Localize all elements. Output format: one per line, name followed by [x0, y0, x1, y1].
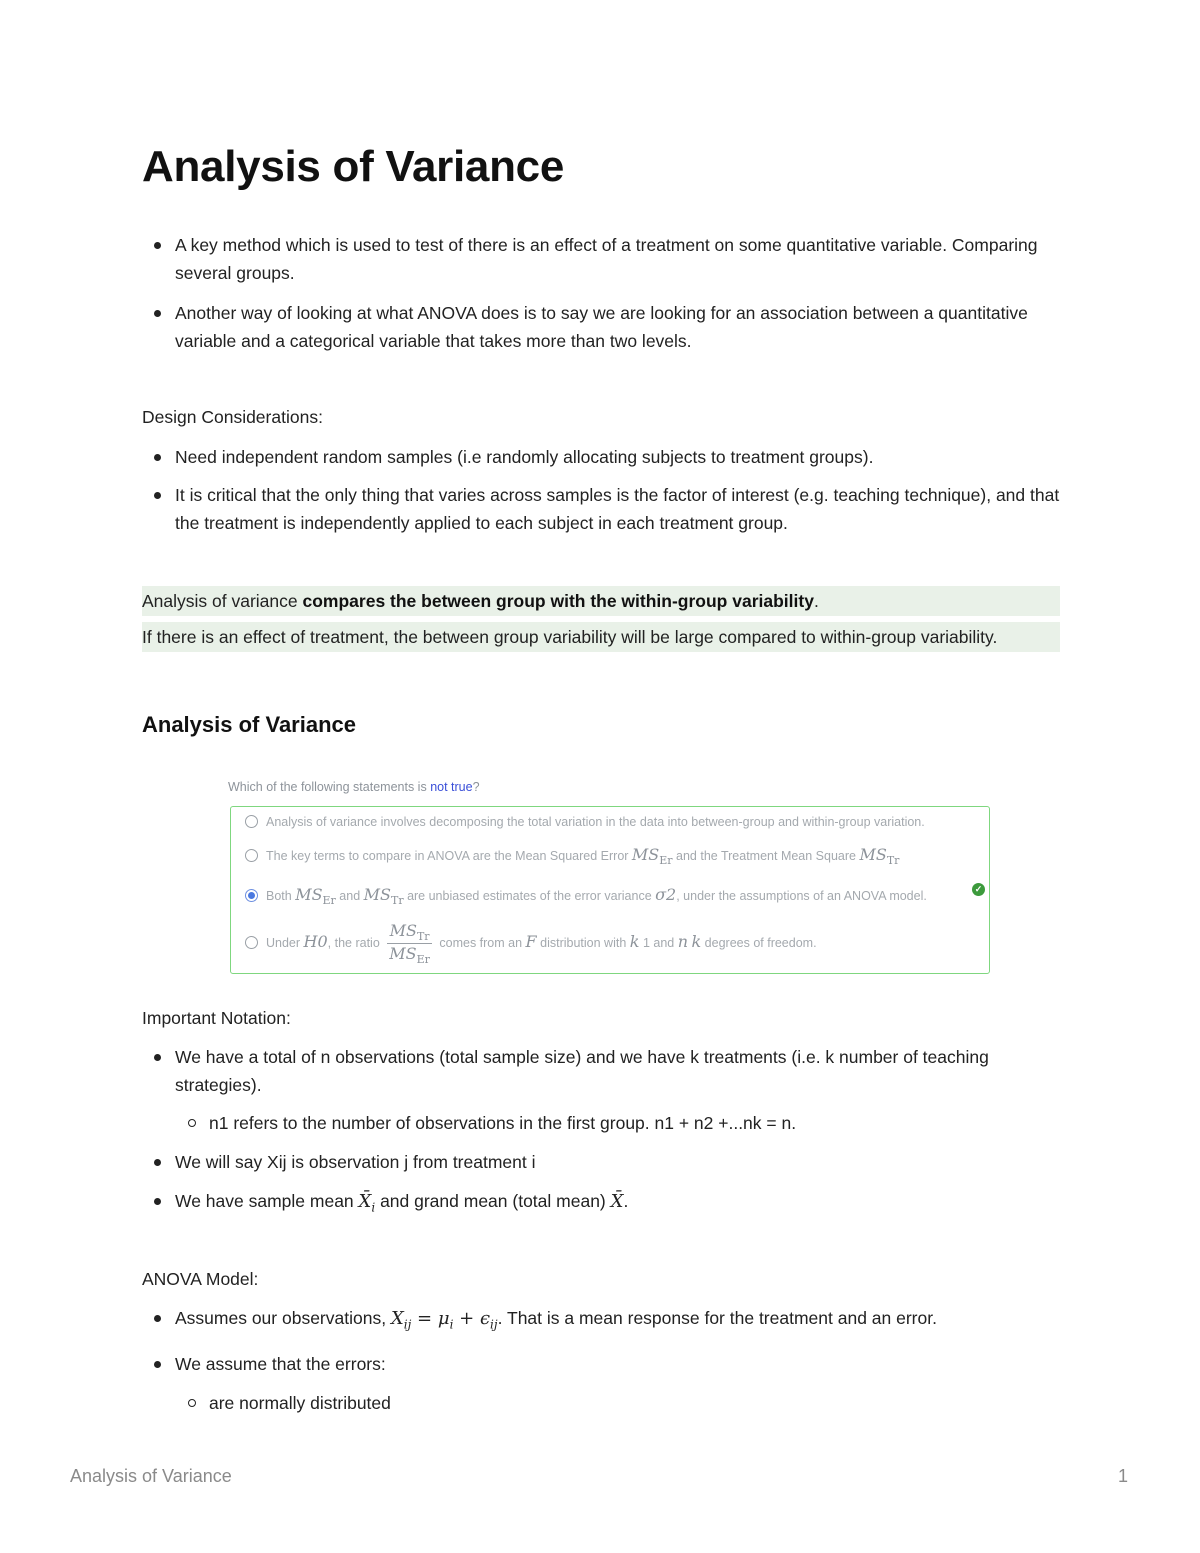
quiz-option-3[interactable]: Both $MS_{Er}$ and $MS_{Tr}$ are unbiased estimates of the error variance σ2, under the assumptions of an ANOVA model.	[245, 885, 927, 907]
grand-mean-symbol: X̄	[610, 1191, 624, 1212]
list-item: We will say Xij is observation j from treatment i	[142, 1148, 1060, 1176]
highlight-bold: compares the between group with the within-group variability	[302, 591, 814, 611]
design-list	[142, 443, 1060, 537]
list-item: Another way of looking at what ANOVA does is to say we are looking for an association between a quantitative variable and a categorical variable that takes more than two levels.	[142, 299, 1060, 355]
list-item: Assumes our observations, $X_{ij} = \mu_i + \epsilon_{ij}$. That is a mean response for the treatment and an error.	[142, 1304, 1060, 1339]
list-item: We assume that the errors:	[142, 1350, 1060, 1378]
highlight-line-2: If there is an effect of treatment, the between group variability will be large compared to within-group variability.	[142, 622, 1060, 652]
quiz-option-4[interactable]: Under H0, the ratio $\frac{MS_{Tr}}{MS_{Er}}$ comes from an F distribution with k 1 and n k degrees of freedom.	[245, 921, 817, 966]
list-item: Need independent random samples (i.e randomly allocating subjects to treatment groups).	[142, 443, 1060, 471]
model-list	[142, 1304, 1060, 1417]
quiz-option-1[interactable]: Analysis of variance involves decomposing the total variation in the data into between-group and within-group variation.	[245, 815, 925, 829]
model-equation: $X_{ij} = \mu_i + \epsilon_{ij}$	[390, 1308, 498, 1332]
notation-heading: Important Notation:	[142, 1008, 291, 1028]
correct-check-icon: ✓	[972, 883, 985, 896]
radio-icon[interactable]	[245, 936, 258, 949]
quiz-options-box	[230, 806, 990, 974]
highlight-line-1: Analysis of variance compares the between group with the within-group variability.	[142, 586, 1060, 616]
page-number: 1	[1117, 1466, 1128, 1486]
page-title: Analysis of Variance	[142, 142, 564, 191]
sub-list-item: are normally distributed	[142, 1389, 1060, 1417]
quiz-question: Which of the following statements is not true?	[228, 780, 480, 794]
sample-mean-symbol: $X̄_i$	[358, 1191, 376, 1215]
model-heading: ANOVA Model:	[142, 1269, 259, 1289]
radio-icon[interactable]	[245, 815, 258, 828]
intro-list	[142, 231, 1060, 355]
radio-icon[interactable]	[245, 849, 258, 862]
notation-list	[142, 1043, 1060, 1222]
ratio-fraction: $\frac{MS_{Tr}}{MS_{Er}}$	[389, 921, 430, 967]
list-item: We have a total of n observations (total sample size) and we have k treatments (i.e. k number of teaching strategies).	[142, 1043, 1060, 1099]
radio-selected-icon[interactable]	[245, 889, 258, 902]
quiz-screenshot	[228, 780, 992, 976]
design-heading: Design Considerations:	[142, 407, 323, 427]
quiz-option-2[interactable]: The key terms to compare in ANOVA are the Mean Squared Error $MS_{Er}$ and the Treatment Mean Square $MS_{Tr}$	[245, 845, 899, 867]
list-item: A key method which is used to test of there is an effect of a treatment on some quantitative variable. Comparing several groups.	[142, 231, 1060, 287]
section-heading: Analysis of Variance	[142, 712, 356, 737]
footer-title: Analysis of Variance	[70, 1466, 232, 1486]
list-item: It is critical that the only thing that varies across samples is the factor of interest (e.g. teaching technique), and that the treatment is independently applied to each subject in each treatment group.	[142, 481, 1060, 537]
list-item: We have sample mean $X̄_i$ and grand mean (total mean) X̄.	[142, 1187, 1060, 1222]
sub-list-item: n1 refers to the number of observations in the first group. n1 + n2 +...nk = n.	[142, 1109, 1060, 1137]
